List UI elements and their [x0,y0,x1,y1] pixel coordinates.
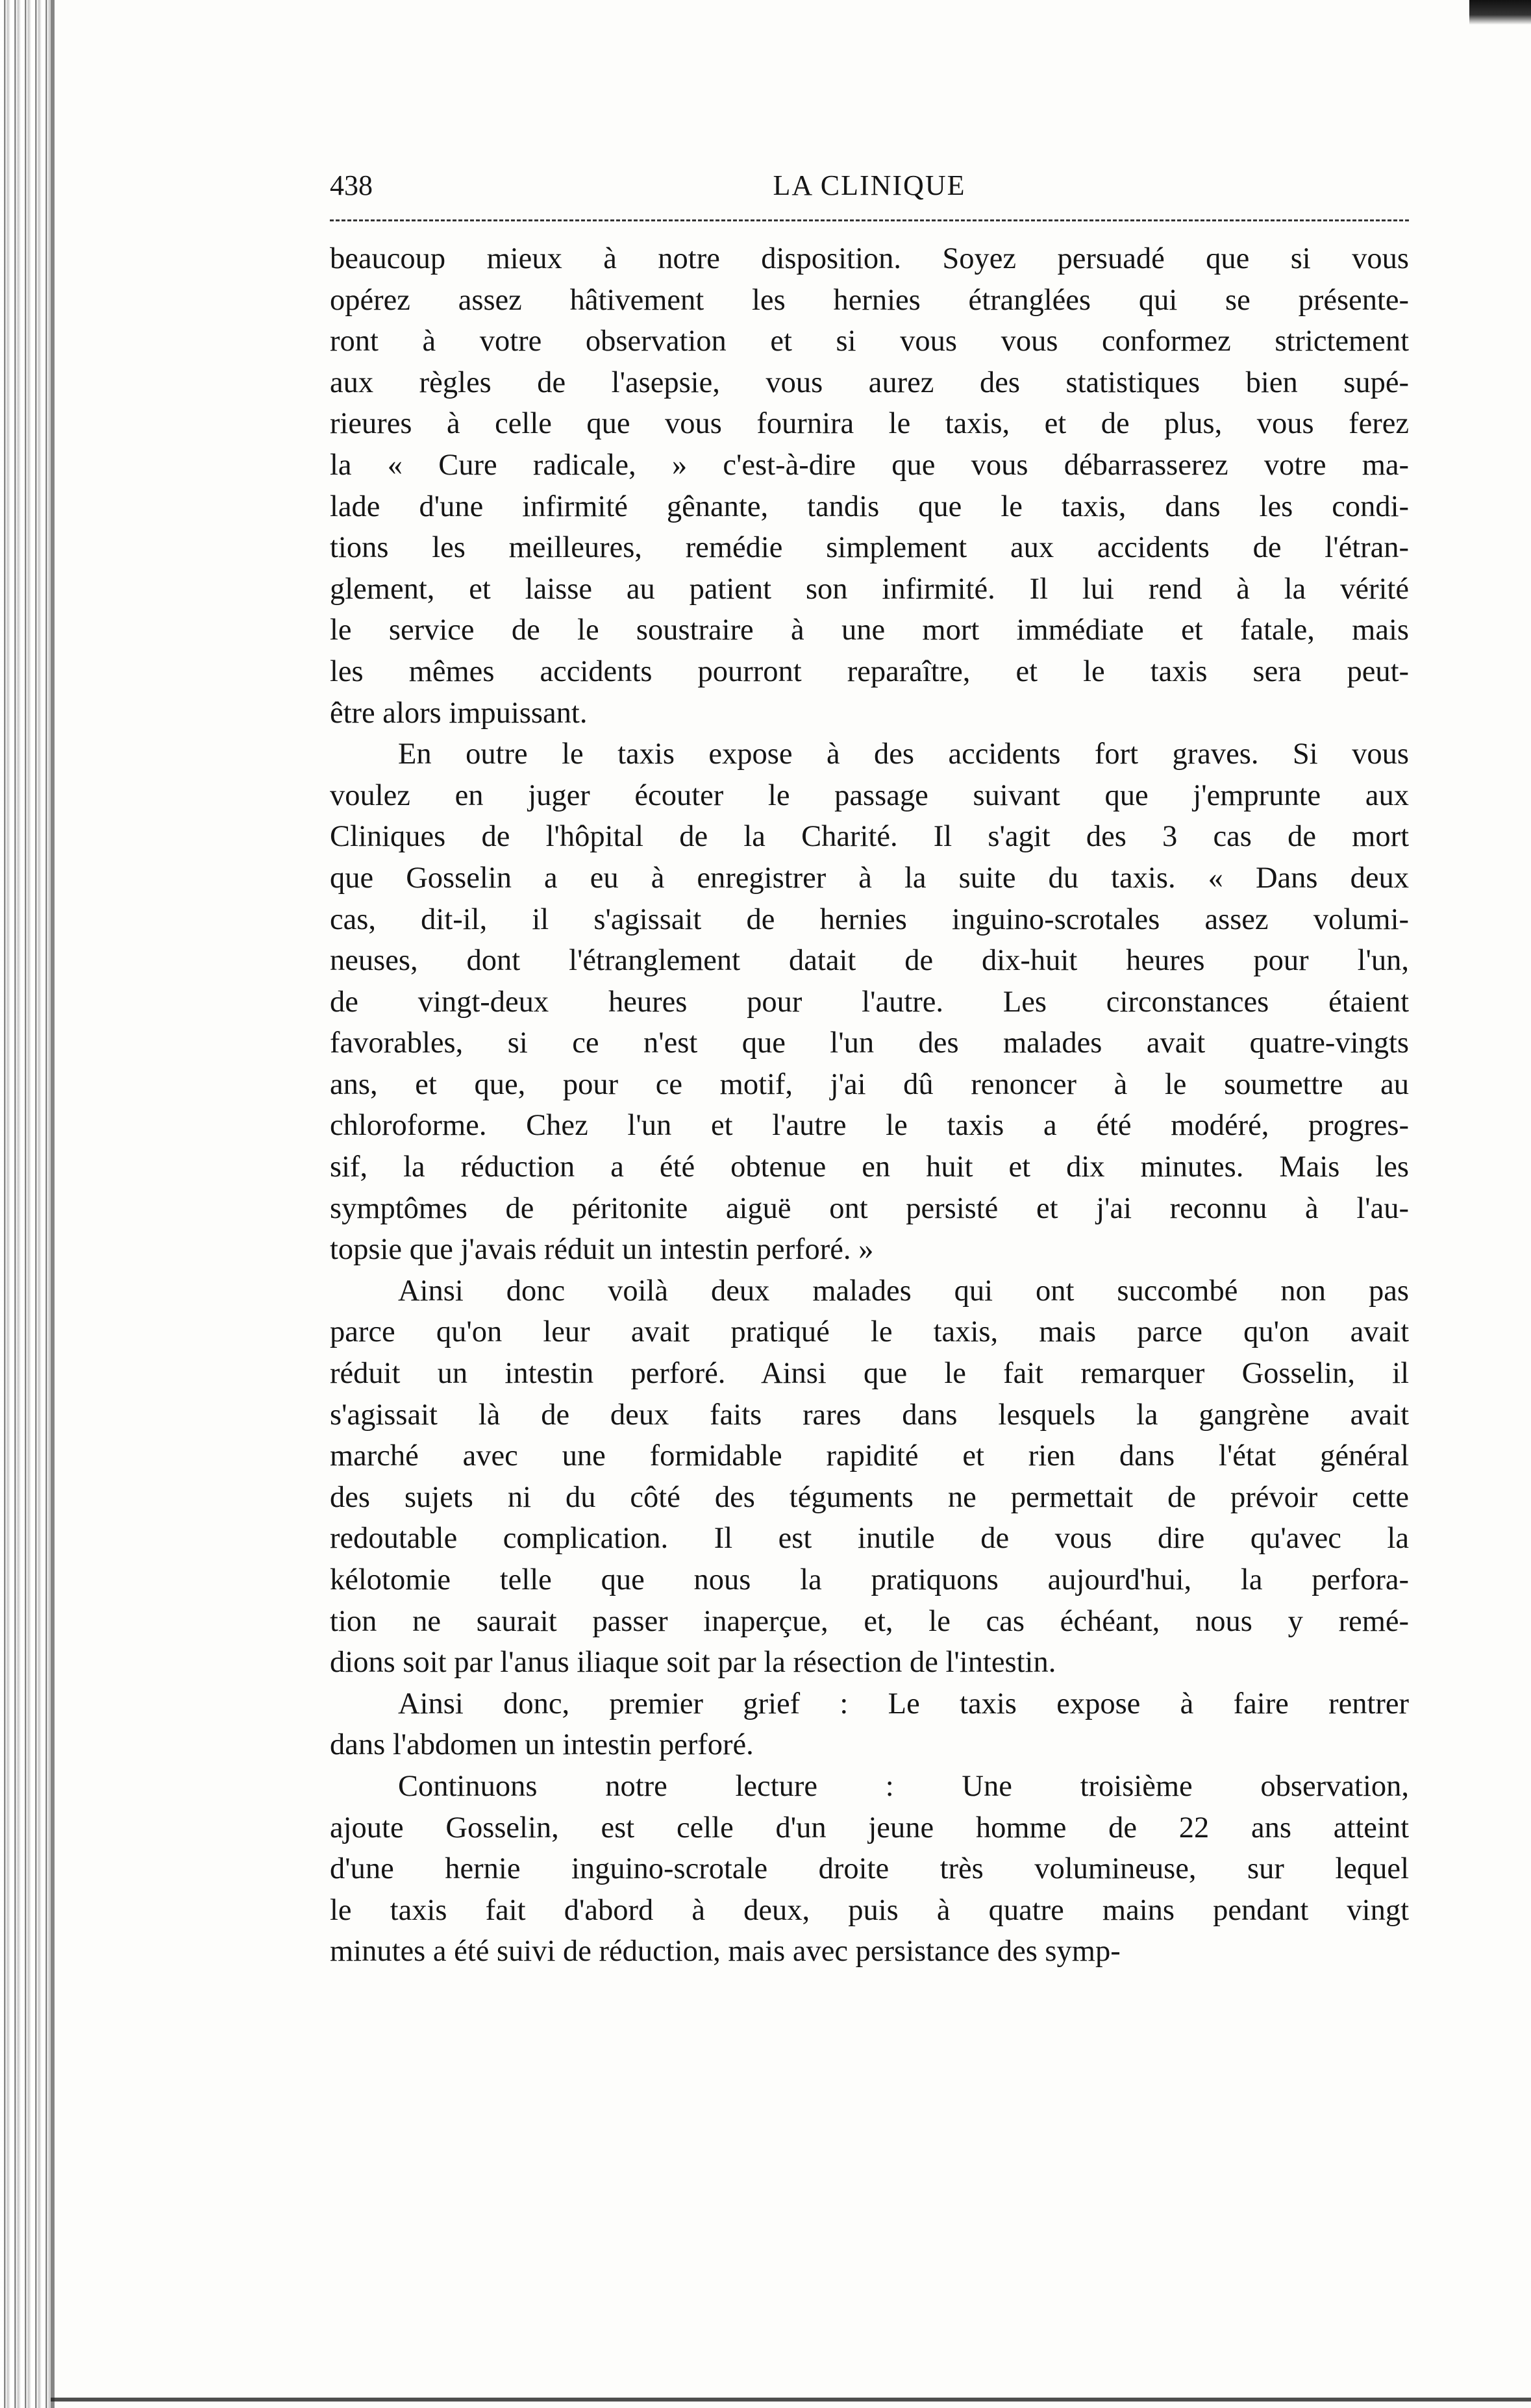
text-line: chloroforme. Chez l'un et l'autre le taxis a été modéré, progres- [330,1109,1409,1143]
text-line: le service de le soustraire à une mort immédiate et fatale, mais [330,614,1409,647]
text-line: aux règles de l'asepsie, vous aurez des statistiques bien supé- [330,366,1409,399]
text-line: marché avec une formidable rapidité et rien dans l'état général [330,1439,1409,1473]
text-line: topsie que j'avais réduit un intestin perforé. » [330,1233,874,1267]
text-line: ans, et que, pour ce motif, j'ai dû renoncer à le soumettre au [330,1067,1409,1101]
text-line: beaucoup mieux à notre disposition. Soyez persuadé que si vous [330,242,1409,275]
text-line: tion ne saurait passer inaperçue, et, le cas échéant, nous y remé- [330,1604,1409,1638]
page-number: 438 [330,169,373,201]
paragraph [330,1271,1409,1683]
text-line: parce qu'on leur avait pratiqué le taxis, mais parce qu'on avait [330,1315,1409,1349]
text-line: Cliniques de l'hôpital de la Charité. Il s'agit des 3 cas de mort [330,820,1409,854]
text-line: être alors impuissant. [330,696,588,730]
text-line: rieures à celle que vous fournira le taxis, et de plus, vous ferez [330,407,1409,441]
text-line: glement, et laisse au patient son infirmité. Il lui rend à la vérité [330,572,1409,606]
text-line: redoutable complication. Il est inutile de vous dire qu'avec la [330,1522,1409,1556]
paragraph [330,238,1409,734]
bottom-page-edge [51,2398,1531,2402]
text-line: Ainsi donc voilà deux malades qui ont succombé non pas [398,1274,1409,1308]
text-line: kélotomie telle que nous la pratiquons aujourd'hui, la perfora- [330,1563,1409,1596]
binding-shadow [51,0,55,2408]
text-line: sif, la réduction a été obtenue en huit et dix minutes. Mais les [330,1150,1409,1184]
text-line: de vingt-deux heures pour l'autre. Les circonstances étaient [330,985,1409,1019]
text-line: dans l'abdomen un intestin perforé. [330,1728,754,1762]
text-line: minutes a été suivi de réduction, mais avec persistance des symp- [330,1935,1121,1968]
text-line: le taxis fait d'abord à deux, puis à quatre mains pendant vingt [330,1893,1409,1927]
text-line: les mêmes accidents pourront reparaître, et le taxis sera peut- [330,654,1409,688]
text-line: symptômes de péritonite aiguë ont persisté et j'ai reconnu à l'au- [330,1191,1409,1225]
page [330,156,1409,1972]
text-line: Continuons notre lecture : Une troisième observation, [398,1769,1409,1803]
body-text [330,238,1409,1972]
paragraph [330,734,1409,1271]
paragraph [330,1683,1409,1766]
text-line: s'agissait là de deux faits rares dans lesquels la gangrène avait [330,1398,1409,1432]
text-line: favorables, si ce n'est que l'un des malades avait quatre-vingts [330,1026,1409,1060]
text-line: des sujets ni du côté des téguments ne permettait de prévoir cette [330,1480,1409,1514]
text-line: la « Cure radicale, » c'est-à-dire que vous débarrasserez votre ma- [330,448,1409,482]
text-line: cas, dit-il, il s'agissait de hernies inguino-scrotales assez volumi- [330,902,1409,936]
corner-scan-mark [1469,0,1531,25]
text-line: neuses, dont l'étranglement datait de dix-huit heures pour l'un, [330,944,1409,978]
paragraph [330,1766,1409,1972]
text-line: d'une hernie inguino-scrotale droite très volumineuse, sur lequel [330,1852,1409,1886]
text-line: lade d'une infirmité gênante, tandis que le taxis, dans les condi- [330,490,1409,523]
book-binding-edge [0,0,51,2408]
header-rule [330,219,1409,221]
text-line: dions soit par l'anus iliaque soit par la résection de l'intestin. [330,1646,1056,1680]
text-line: tions les meilleures, remédie simplement aux accidents de l'étran- [330,531,1409,565]
text-line: Ainsi donc, premier grief : Le taxis expose à faire rentrer [398,1687,1409,1720]
text-line: En outre le taxis expose à des accidents fort graves. Si vous [398,738,1409,771]
text-line: ajoute Gosselin, est celle d'un jeune homme de 22 ans atteint [330,1811,1409,1844]
page-header [330,156,1409,214]
text-line: voulez en juger écouter le passage suivant que j'emprunte aux [330,778,1409,812]
running-head: LA CLINIQUE [773,169,966,201]
text-line: que Gosselin a eu à enregistrer à la suite du taxis. « Dans deux [330,861,1409,895]
text-line: ront à votre observation et si vous vous conformez strictement [330,325,1409,358]
text-line: opérez assez hâtivement les hernies étranglées qui se présente- [330,283,1409,317]
text-line: réduit un intestin perforé. Ainsi que le fait remarquer Gosselin, il [330,1357,1409,1391]
